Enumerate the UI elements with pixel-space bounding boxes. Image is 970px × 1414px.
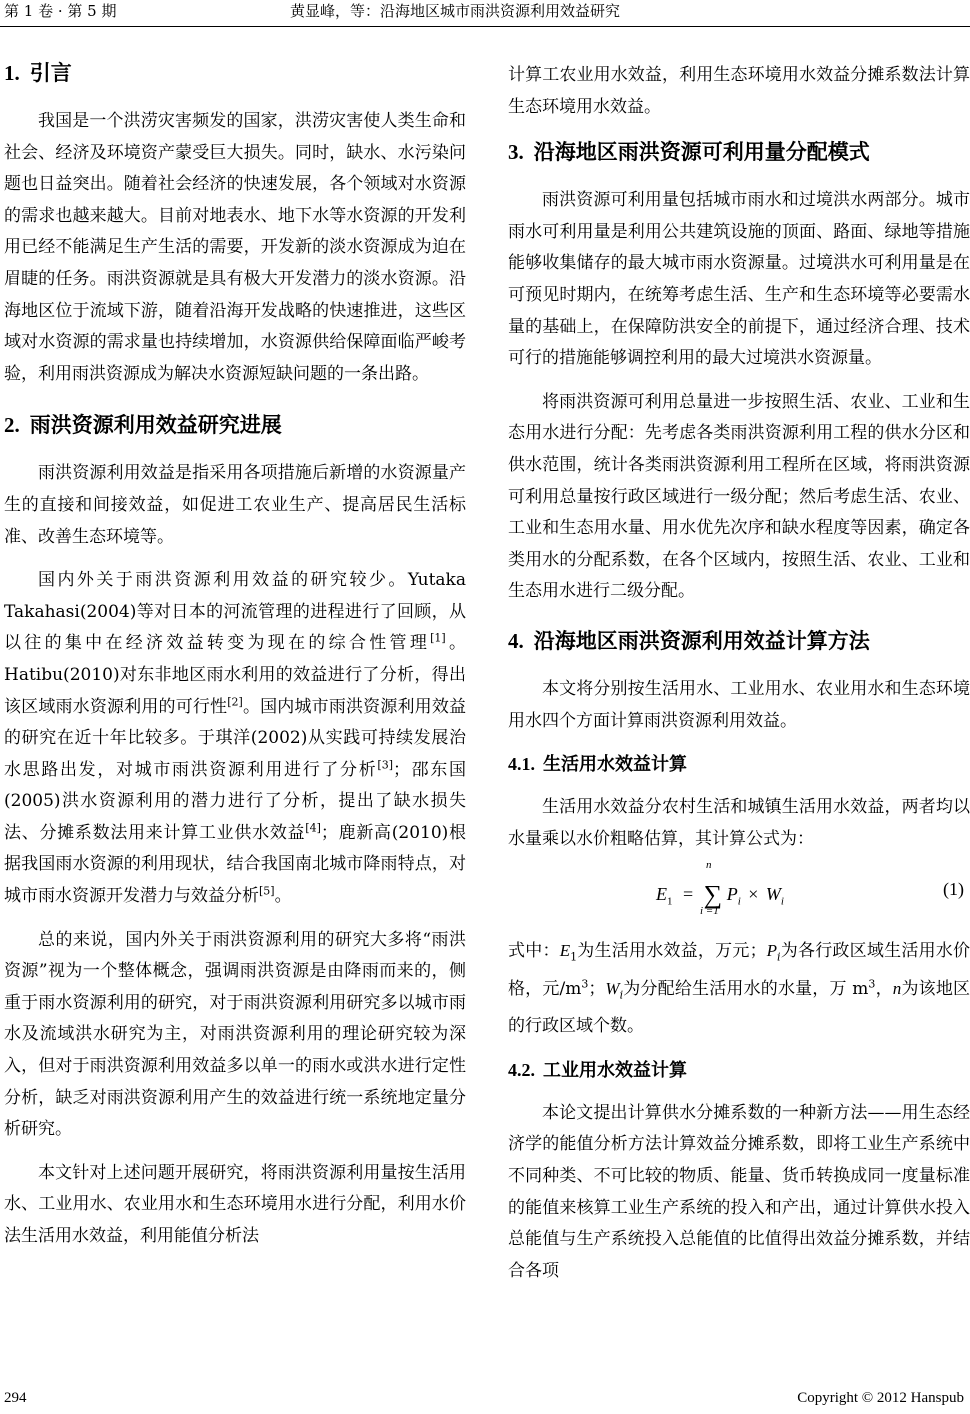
- page-number: 294: [4, 1390, 27, 1406]
- paragraph-intro: 我国是一个洪涝灾害频发的国家，洪涝灾害使人类生命和社会、经济及环境资产蒙受巨大损失。同时，缺水、水污染问题也日益突出。随着社会经济的快速发展，各个领域对水资源的需求也越来越大。目前对地表水、地下水等水资源的开发利用已经不能满足生产生活的需要，开发新的淡水资源成为迫在眉睫的任务。雨洪资源就是具有极大开发潜力的淡水资源。沿海地区位于流域下游，随着沿海开发战略的快速推进，这些区域对水资源的需求量也持续增加，水资源供给保障面临严峻考验，利用雨洪资源成为解决水资源短缺问题的一条出路。: [4, 111, 466, 384]
- paragraph-industrial-benefit: 本论文提出计算供水分摊系数的一种新方法——用生态经济学的能值分析方法计算效益分摊系数，即将工业生产系统中不同种类、不可比较的物质、能量、货币转换成同一度量标准的能值来核算工业生产系统的投入和产出，通过计算供水投入总能值与生产系统投入总能值的比值得出效益分摊系数，并结合各项: [508, 1102, 970, 1281]
- left-column: [4, 58, 466, 1265]
- right-column: [508, 60, 970, 1299]
- paragraph-allocation: 将雨洪资源可利用总量进一步按照生活、农业、工业和生态用水进行分配：先考虑各类雨洪资源利用工程的供水分区和供水范围，统计各类雨洪资源利用工程所在区域，将雨洪资源可利用总量按行政区域进行一级分配；然后考虑生活、农业、工业和生态用水量、用水优先次序和缺水程度等因素，确定各类用水的分配系数，在各个区域内，按照生活、农业、工业和生态用水进行二级分配。: [508, 391, 970, 602]
- citation-2: [2]: [227, 694, 243, 708]
- citation-5: [5]: [259, 884, 275, 898]
- running-title: 黄显峰，等：沿海地区城市雨洪资源利用效益研究: [290, 2, 621, 20]
- equation-number: (1): [943, 879, 964, 900]
- paragraph-summary: 总的来说，国内外关于雨洪资源利用的研究大多将“雨洪资源”视为一个整体概念，强调雨洪资源是由降雨而来的，侧重于雨水资源利用的研究，对于雨洪资源利用研究多以城市雨水及流域洪水研究为主，对雨洪资源利用的理论研究较为深入，但对于雨洪资源利用效益多以单一的雨水或洪水进行定性分析，缺乏对雨洪资源利用产生的效益进行统一系统地定量分析研究。: [4, 929, 466, 1140]
- paragraph-approach: 本文针对上述问题开展研究，将雨洪资源利用量按生活用水、工业用水、农业用水和生态环境用水进行分配，利用水价法生活用水效益，利用能值分析法: [4, 1162, 466, 1246]
- subsection-heading-4-1: 4.1. 生活用水效益计算: [508, 754, 687, 776]
- paragraph-variable-definitions: 式中：$E_1$为生活用水效益，万元；$P_i$为各行政区域生活用水价格，元$/m^3$；$W_i$为分配给生活用水的水量，万 $m^3$，n为该地区的行政区域个数。: [508, 941, 970, 1037]
- citation-3: [3]: [377, 758, 393, 772]
- summation-symbol: ∑: [703, 880, 723, 910]
- paragraph-literature: 国内外关于雨洪资源利用效益的研究较少。Yutaka Takahasi(2004)等对日本的河流管理的进程进行了回顾，从以往的集中在经济效益转变为现在的综合性管理[1]。Hatibu(2010)对东非地区雨水利用的效益进行了分析，得出该区域雨水资源利用的可行性[2]。国内城市雨洪资源利用效益的研究在近十年比较多。于琪洋(2002)从实践可持续发展治水思路出发，对城市雨洪资源利用进行了分析[3]；邵东国(2005)洪水资源利用的潜力进行了分析，提出了缺水损失法、分摊系数法用来计算工业供水效益[4]；鹿新高(2010)根据我国雨水资源的利用现状，结合我国南北城市降雨特点，对城市雨水资源开发潜力与效益分析[5]。: [4, 570, 467, 907]
- subsection-heading-4-2: 4.2. 工业用水效益计算: [508, 1059, 687, 1081]
- paragraph-definition: 雨洪资源利用效益是指采用各项措施后新增的水资源量产生的直接和间接效益，如促进工农业生产、提高居民生活标准、改善生态环境等。: [4, 463, 466, 547]
- paragraph-method-overview: 本文将分别按生活用水、工业用水、农业用水和生态环境用水四个方面计算雨洪资源利用效益。: [508, 678, 970, 731]
- section-heading-3: 3. 沿海地区雨洪资源可利用量分配模式: [508, 140, 870, 165]
- copyright-notice: Copyright © 2012 Hanspub: [797, 1390, 964, 1406]
- sum-lower-limit: i =1: [700, 905, 719, 918]
- paragraph-available-amount: 雨洪资源可利用量包括城市雨水和过境洪水两部分。城市雨水可利用量是利用公共建筑设施的顶面、路面、绿地等措施能够收集储存的最大城市雨水资源量。过境洪水可利用量是在可预见时期内，在统筹考虑生活、生产和生态环境等必要需水量的基础上，在保障防洪安全的前提下，通过经济合理、技术可行的措施能够调控利用的最大过境洪水资源量。: [508, 190, 970, 369]
- paragraph-approach-continued: 计算工农业用水效益，利用生态环境用水效益分摊系数法计算生态环境用水效益。: [508, 65, 970, 117]
- sum-upper-limit: n: [706, 859, 712, 872]
- paragraph-domestic-benefit: 生活用水效益分农村生活和城镇生活用水效益，两者均以水量乘以水价粗略估算，其计算公式为：: [508, 797, 970, 849]
- running-header: [0, 0, 970, 27]
- section-heading-4: 4. 沿海地区雨洪资源利用效益计算方法: [508, 628, 870, 653]
- journal-issue: 第 1 卷 · 第 5 期: [4, 2, 117, 20]
- equation-1: [508, 859, 970, 925]
- citation-4: [4]: [305, 821, 321, 835]
- section-heading-1: 1. 引言: [4, 61, 72, 85]
- equation-expression: $E_1$ = ∑ $P_i \times W_i$: [656, 880, 784, 910]
- page-footer: [0, 1390, 970, 1414]
- section-heading-2: 2. 雨洪资源利用效益研究进展: [4, 413, 282, 438]
- citation-1: [1]: [430, 631, 446, 645]
